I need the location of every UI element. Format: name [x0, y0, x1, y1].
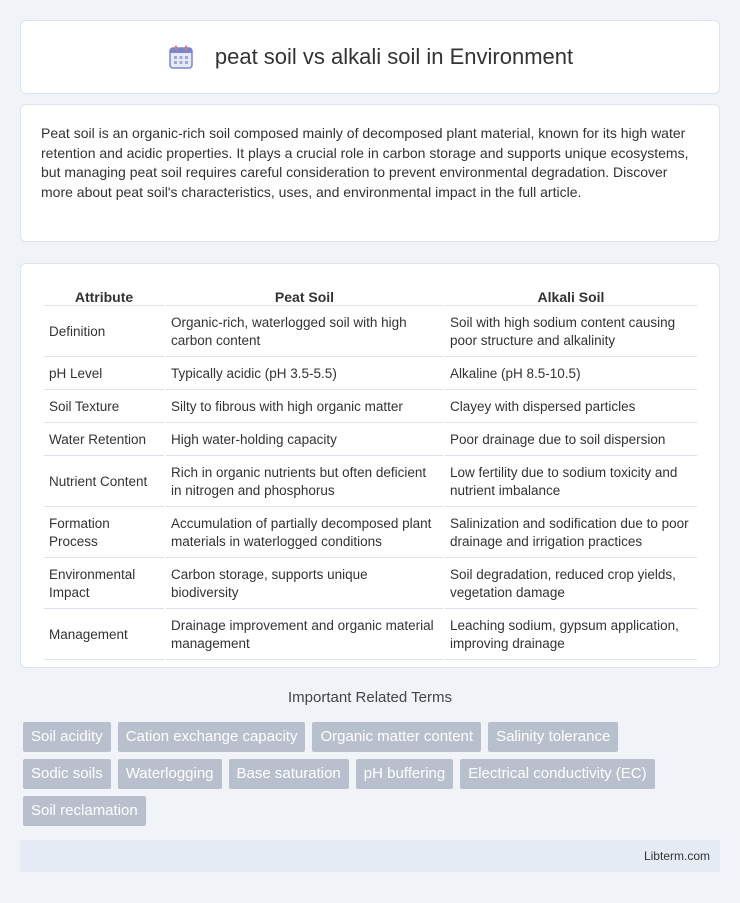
table-row: [44, 392, 697, 423]
related-term-tag[interactable]: Sodic soils: [23, 759, 111, 789]
header-card: [20, 20, 720, 94]
table-header-row: [44, 286, 697, 306]
table-cell: Alkaline (pH 8.5-10.5): [445, 359, 697, 390]
related-term-tag[interactable]: Waterlogging: [118, 759, 222, 789]
table-cell: Low fertility due to sodium toxicity and nutrient imbalance: [445, 458, 697, 507]
table-cell: Accumulation of partially decomposed plant materials in waterlogged conditions: [166, 509, 443, 558]
table-row: [44, 359, 697, 390]
table-cell: pH Level: [44, 359, 164, 390]
table-cell: Formation Process: [44, 509, 164, 558]
table-cell: Typically acidic (pH 3.5-5.5): [166, 359, 443, 390]
table-cell: Environmental Impact: [44, 560, 164, 609]
table-cell: Organic-rich, waterlogged soil with high carbon content: [166, 308, 443, 357]
comparison-table-card: [20, 263, 720, 668]
table-row: [44, 308, 697, 357]
table-cell: Water Retention: [44, 425, 164, 456]
table-cell: Silty to fibrous with high organic matter: [166, 392, 443, 423]
table-row: [44, 560, 697, 609]
table-cell: Carbon storage, supports unique biodiversity: [166, 560, 443, 609]
table-cell: Soil degradation, reduced crop yields, vegetation damage: [445, 560, 697, 609]
related-terms-title: Important Related Terms: [288, 689, 452, 706]
table-cell: Definition: [44, 308, 164, 357]
column-header: Peat Soil: [166, 286, 443, 306]
table-cell: Soil Texture: [44, 392, 164, 423]
table-row: [44, 425, 697, 456]
related-term-tag[interactable]: Base saturation: [229, 759, 349, 789]
table-row: [44, 509, 697, 558]
table-cell: Soil with high sodium content causing poor structure and alkalinity: [445, 308, 697, 357]
table-cell: High water-holding capacity: [166, 425, 443, 456]
related-term-tag[interactable]: Soil reclamation: [23, 796, 146, 826]
calendar-grid-icon: [167, 43, 195, 71]
column-header: Attribute: [44, 286, 164, 306]
intro-text: Peat soil is an organic-rich soil composed mainly of decomposed plant material, known for its high water retention and acidic properties. It plays a crucial role in carbon storage and supports unique ecosystems, but managing peat soil requires careful consideration to prevent environmental degradation. Discover more about peat soil's characteristics, uses, and environmental impact in the full article.: [41, 125, 689, 200]
related-term-tag[interactable]: Electrical conductivity (EC): [460, 759, 654, 789]
table-cell: Leaching sodium, gypsum application, improving drainage: [445, 611, 697, 660]
table-cell: Clayey with dispersed particles: [445, 392, 697, 423]
table-cell: Management: [44, 611, 164, 660]
comparison-table: [42, 284, 699, 662]
table-row: [44, 611, 697, 660]
related-term-tag[interactable]: Soil acidity: [23, 722, 111, 752]
footer: [20, 840, 720, 872]
table-cell: Salinization and sodification due to poor drainage and irrigation practices: [445, 509, 697, 558]
column-header: Alkali Soil: [445, 286, 697, 306]
related-term-tag[interactable]: pH buffering: [356, 759, 453, 789]
table-cell: Rich in organic nutrients but often deficient in nitrogen and phosphorus: [166, 458, 443, 507]
related-terms-list: [23, 722, 713, 833]
table-cell: Poor drainage due to soil dispersion: [445, 425, 697, 456]
table-cell: Drainage improvement and organic material management: [166, 611, 443, 660]
page-title: peat soil vs alkali soil in Environment: [214, 44, 574, 69]
related-term-tag[interactable]: Cation exchange capacity: [118, 722, 306, 752]
related-term-tag[interactable]: Organic matter content: [312, 722, 481, 752]
intro-card: [20, 104, 720, 242]
related-term-tag[interactable]: Salinity tolerance: [488, 722, 618, 752]
table-row: [44, 458, 697, 507]
table-cell: Nutrient Content: [44, 458, 164, 507]
footer-site-link[interactable]: Libterm.com: [643, 849, 710, 863]
